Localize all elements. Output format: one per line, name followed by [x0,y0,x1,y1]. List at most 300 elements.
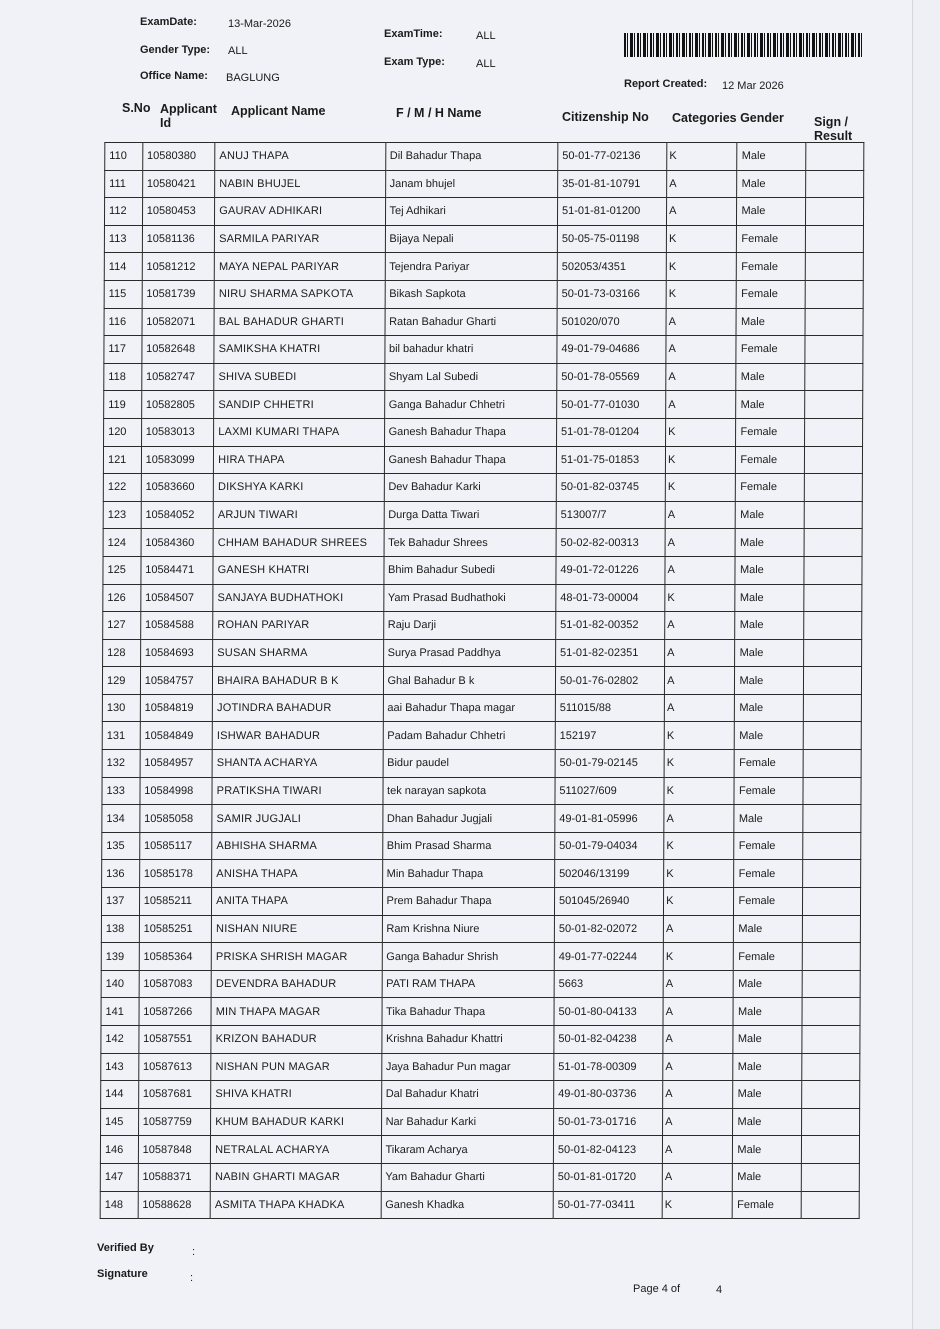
cell-gender: Male [735,722,803,750]
cell-applicant-name: LAXMI KUMARI THAPA [214,418,384,446]
table-row [103,612,862,640]
cell-sno: 143 [101,1053,139,1081]
cell-citizenship: 50-01-82-02072 [554,915,663,943]
cell-fmh-name: Yam Bahadur Gharti [381,1163,554,1191]
cell-sno: 119 [104,391,142,419]
cell-applicant-name: SANDIP CHHETRI [214,391,384,419]
cell-fmh-name: Nar Bahadur Karki [381,1108,554,1136]
cell-applicant-name: ASMITA THAPA KHADKA [210,1191,380,1219]
cell-gender: Male [733,998,801,1026]
cell-category: K [666,253,737,281]
cell-applicant-name: BHAIRA BAHADUR B K [213,667,383,695]
cell-fmh-name: Bidur paudel [383,750,556,778]
cell-fmh-name: Dev Bahadur Karki [384,474,557,502]
cell-sno: 136 [102,860,140,888]
cell-category: A [665,529,736,557]
cell-fmh-name: Jaya Bahadur Pun magar [381,1053,554,1081]
table-row [103,584,862,612]
table-row [104,418,863,446]
table-row [101,970,860,998]
cell-category: K [666,418,737,446]
cell-citizenship: 50-01-78-05569 [557,363,666,391]
cell-citizenship: 50-01-79-02145 [555,750,664,778]
cell-sno: 115 [104,280,142,308]
cell-applicant-id: 10587613 [138,1053,211,1081]
cell-fmh-name: tek narayan sapkota [382,777,555,805]
cell-fmh-name: Tek Bahadur Shrees [384,529,557,557]
cell-applicant-name: ABHISHA SHARMA [212,832,382,860]
cell-category: A [663,1081,734,1109]
cell-sno: 132 [102,750,140,778]
cell-sno: 142 [101,1026,139,1054]
cell-applicant-id: 10583013 [141,418,214,446]
cell-applicant-name: ANITA THAPA [212,888,382,916]
cell-sno: 118 [104,363,142,391]
cell-sign-result [804,529,862,557]
cell-category: A [665,612,736,640]
cell-sno: 147 [100,1163,138,1191]
cell-sign-result [804,474,862,502]
cell-category: A [666,308,737,336]
col-sno: S.No [122,101,151,115]
cell-applicant-id: 10585211 [139,888,212,916]
cell-applicant-id: 10588371 [138,1163,211,1191]
cell-applicant-id: 10583660 [141,474,214,502]
cell-sign-result [804,501,862,529]
exam-type-value: ALL [476,58,496,70]
cell-gender: Male [737,198,805,226]
cell-applicant-id: 10584998 [140,777,213,805]
cell-category: K [662,1191,733,1219]
cell-applicant-name: MAYA NEPAL PARIYAR [214,253,384,281]
cell-sno: 122 [103,474,141,502]
cell-sign-result [801,1163,859,1191]
table-row [104,253,863,281]
cell-applicant-name: SANJAYA BUDHATHOKI [213,584,383,612]
cell-gender: Male [736,529,804,557]
cell-sno: 120 [104,418,142,446]
cell-citizenship: 49-01-72-01226 [556,556,665,584]
cell-citizenship: 501020/070 [557,308,666,336]
cell-applicant-id: 10587848 [138,1136,211,1164]
cell-category: A [663,1026,734,1054]
cell-applicant-id: 10585364 [139,943,212,971]
office-name-label: Office Name: [140,70,208,82]
cell-sign-result [801,1108,859,1136]
exam-date-label: ExamDate: [140,16,197,28]
cell-category: A [666,336,737,364]
cell-citizenship: 51-01-78-00309 [554,1053,663,1081]
cell-applicant-name: SAMIR JUGJALI [212,805,382,833]
cell-applicant-id: 10582071 [142,308,215,336]
cell-sno: 112 [104,198,142,226]
exam-type-label: Exam Type: [384,56,445,68]
cell-sno: 138 [101,915,139,943]
cell-citizenship: 502053/4351 [557,253,666,281]
cell-category: K [664,722,735,750]
cell-applicant-name: CHHAM BAHADUR SHREES [213,529,383,557]
cell-fmh-name: Surya Prasad Paddhya [383,639,556,667]
gender-type-value: ALL [228,45,248,57]
cell-gender: Male [735,612,803,640]
exam-time-value: ALL [476,30,496,42]
cell-fmh-name: Ram Krishna Niure [382,915,555,943]
cell-applicant-name: NISHAN PUN MAGAR [211,1053,381,1081]
cell-gender: Male [736,308,804,336]
cell-sno: 144 [101,1081,139,1109]
cell-applicant-name: SARMILA PARIYAR [215,225,385,253]
cell-fmh-name: Ganga Bahadur Shrish [382,943,555,971]
cell-citizenship: 511027/609 [555,777,664,805]
cell-sign-result [804,556,862,584]
cell-sno: 123 [103,501,141,529]
cell-category: A [666,391,737,419]
cell-fmh-name: Min Bahadur Thapa [382,860,555,888]
cell-sno: 126 [103,584,141,612]
cell-category: A [662,1136,733,1164]
cell-sign-result [801,1136,859,1164]
cell-sign-result [801,1191,859,1219]
cell-category: K [665,474,736,502]
cell-citizenship: 49-01-79-04686 [557,336,666,364]
barcode [624,33,862,57]
table-row [101,1081,860,1109]
table-row [104,336,863,364]
col-sign-result: Sign / Result [814,115,853,143]
cell-fmh-name: Tikaram Acharya [381,1136,554,1164]
cell-citizenship: 50-01-80-04133 [554,998,663,1026]
table-row [102,750,861,778]
cell-applicant-name: KRIZON BAHADUR [211,1026,381,1054]
cell-applicant-name: ANUJ THAPA [215,143,385,171]
cell-sign-result [805,280,863,308]
cell-citizenship: 51-01-78-01204 [556,418,665,446]
cell-fmh-name: Yam Prasad Budhathoki [383,584,556,612]
cell-applicant-name: ROHAN PARIYAR [213,612,383,640]
table-row [103,529,862,557]
cell-citizenship: 50-01-77-03411 [553,1191,662,1219]
cell-applicant-id: 10584360 [141,529,214,557]
cell-fmh-name: Prem Bahadur Thapa [382,888,555,916]
table-row [101,1026,860,1054]
cell-applicant-id: 10587083 [139,970,212,998]
cell-applicant-name: ISHWAR BAHADUR [212,722,382,750]
cell-sign-result [803,667,861,695]
table-row [104,198,863,226]
cell-citizenship: 50-01-79-04034 [555,832,664,860]
cell-citizenship: 50-01-73-03166 [557,280,666,308]
cell-applicant-name: NIRU SHARMA SAPKOTA [214,280,384,308]
cell-applicant-name: ANISHA THAPA [212,860,382,888]
cell-citizenship: 49-01-80-03736 [554,1081,663,1109]
cell-sno: 127 [103,612,141,640]
table-row [104,391,863,419]
cell-applicant-id: 10587266 [139,998,212,1026]
exam-date-value: 13-Mar-2026 [228,18,291,30]
cell-sign-result [805,253,863,281]
cell-fmh-name: Ganesh Khadka [381,1191,554,1219]
cell-citizenship: 51-01-81-01200 [557,198,666,226]
cell-gender: Female [736,474,804,502]
cell-gender: Male [737,170,805,198]
cell-citizenship: 501045/26940 [554,888,663,916]
cell-sign-result [803,639,861,667]
cell-sign-result [805,308,863,336]
cell-sno: 131 [102,722,140,750]
cell-gender: Male [735,584,803,612]
cell-gender: Female [734,777,802,805]
cell-gender: Male [733,1108,801,1136]
col-categories-gender: Categories Gender [672,111,784,125]
cell-gender: Female [733,1191,801,1219]
cell-applicant-name: SAMIKSHA KHATRI [214,336,384,364]
cell-sno: 125 [103,556,141,584]
cell-sign-result [803,805,861,833]
cell-gender: Female [737,225,805,253]
cell-gender: Male [735,667,803,695]
table-row [102,805,861,833]
cell-fmh-name: Dhan Bahadur Jugjali [382,805,555,833]
cell-applicant-name: GAURAV ADHIKARI [215,198,385,226]
cell-applicant-id: 10584757 [140,667,213,695]
cell-applicant-id: 10585251 [139,915,212,943]
cell-sno: 146 [100,1136,138,1164]
cell-category: K [665,446,736,474]
cell-applicant-id: 10584588 [140,612,213,640]
cell-applicant-id: 10585117 [139,832,212,860]
table-row [103,446,862,474]
cell-category: A [667,170,738,198]
cell-applicant-id: 10584693 [140,639,213,667]
cell-category: K [665,584,736,612]
cell-gender: Male [737,143,805,171]
cell-applicant-name: SHIVA KHATRI [211,1081,381,1109]
cell-fmh-name: Shyam Lal Subedi [384,363,557,391]
cell-gender: Female [735,750,803,778]
cell-citizenship: 49-01-81-05996 [555,805,664,833]
cell-gender: Female [734,888,802,916]
cell-citizenship: 51-01-75-01853 [556,446,665,474]
cell-fmh-name: Janam bhujel [385,170,558,198]
cell-sign-result [804,418,862,446]
cell-sign-result [805,170,863,198]
col-applicant-id: Applicant Id [160,102,217,130]
cell-category: K [664,888,735,916]
cell-category: A [667,198,738,226]
cell-applicant-id: 10584849 [140,722,213,750]
table-row [104,225,863,253]
cell-sign-result [802,998,860,1026]
cell-citizenship: 50-01-73-01716 [553,1108,662,1136]
cell-sno: 148 [100,1191,138,1219]
cell-sign-result [801,1081,859,1109]
table-row [102,860,861,888]
table-row [103,501,862,529]
cell-gender: Male [734,805,802,833]
cell-gender: Male [735,694,803,722]
cell-gender: Female [737,280,805,308]
cell-gender: Male [736,363,804,391]
cell-citizenship: 50-01-82-03745 [556,474,665,502]
cell-sno: 130 [102,694,140,722]
table-row [103,474,862,502]
cell-sign-result [802,943,860,971]
cell-category: K [664,750,735,778]
cell-applicant-id: 10585058 [140,805,213,833]
signature-label: Signature [97,1268,148,1280]
cell-applicant-name: NISHAN NIURE [212,915,382,943]
table-row [102,832,861,860]
cell-fmh-name: aai Bahadur Thapa magar [383,694,556,722]
cell-sno: 134 [102,805,140,833]
cell-category: A [665,501,736,529]
cell-fmh-name: Dal Bahadur Khatri [381,1081,554,1109]
table-row [105,143,864,171]
cell-applicant-name: DIKSHYA KARKI [213,474,383,502]
cell-sign-result [802,888,860,916]
cell-fmh-name: Ghal Bahadur B k [383,667,556,695]
cell-sno: 137 [101,888,139,916]
cell-fmh-name: Ganesh Bahadur Thapa [384,418,557,446]
cell-gender: Male [733,1136,801,1164]
cell-sno: 113 [104,225,142,253]
table-row [104,363,863,391]
cell-citizenship: 152197 [555,722,664,750]
cell-sno: 117 [104,336,142,364]
cell-citizenship: 50-01-82-04123 [553,1136,662,1164]
cell-gender: Male [735,556,803,584]
table-row [102,777,861,805]
cell-applicant-id: 10587681 [138,1081,211,1109]
cell-citizenship: 50-01-77-02136 [558,143,667,171]
cell-applicant-name: SHIVA SUBEDI [214,363,384,391]
cell-sign-result [802,970,860,998]
cell-sno: 124 [103,529,141,557]
cell-applicant-id: 10584507 [141,584,214,612]
cell-fmh-name: Ganga Bahadur Chhetri [384,391,557,419]
table-row [103,556,862,584]
cell-citizenship: 50-05-75-01198 [557,225,666,253]
cell-applicant-id: 10588628 [138,1191,211,1219]
col-citizenship: Citizenship No [562,110,649,124]
cell-citizenship: 35-01-81-10791 [558,170,667,198]
cell-applicant-name: DEVENDRA BAHADUR [211,970,381,998]
cell-sno: 139 [101,943,139,971]
cell-sign-result [803,612,861,640]
cell-applicant-name: BAL BAHADUR GHARTI [214,308,384,336]
cell-sign-result [804,391,862,419]
cell-sno: 114 [104,253,142,281]
cell-applicant-id: 10580453 [142,198,215,226]
signature-colon: : [190,1272,194,1284]
page-label: Page 4 of [633,1283,681,1295]
cell-applicant-id: 10585178 [139,860,212,888]
cell-gender: Female [736,418,804,446]
table-row [101,888,860,916]
cell-category: A [665,556,736,584]
cell-sign-result [805,225,863,253]
cell-gender: Male [734,915,802,943]
cell-applicant-id: 10584471 [141,556,214,584]
cell-fmh-name: Bhim Prasad Sharma [382,832,555,860]
cell-applicant-id: 10587759 [138,1108,211,1136]
cell-sign-result [802,860,860,888]
cell-sign-result [803,694,861,722]
cell-category: K [667,143,738,171]
cell-sno: 140 [101,970,139,998]
table-row [102,694,861,722]
table-row [101,998,860,1026]
cell-fmh-name: Tika Bahadur Thapa [382,998,555,1026]
table-row [101,1053,860,1081]
cell-citizenship: 49-01-77-02244 [554,943,663,971]
table-row [105,170,864,198]
cell-citizenship: 513007/7 [556,501,665,529]
cell-citizenship: 51-01-82-02351 [555,639,664,667]
cell-gender: Female [734,860,802,888]
cell-sign-result [805,198,863,226]
cell-sno: 128 [103,639,141,667]
cell-fmh-name: Ganesh Bahadur Thapa [384,446,557,474]
cell-category: A [663,998,734,1026]
cell-category: A [665,667,736,695]
cell-sign-result [805,363,863,391]
cell-applicant-name: JOTINDRA BAHADUR [212,694,382,722]
cell-sno: 145 [101,1108,139,1136]
cell-fmh-name: Ratan Bahadur Gharti [385,308,558,336]
cell-gender: Female [737,253,805,281]
cell-category: A [663,1053,734,1081]
cell-gender: Male [733,1163,801,1191]
report-created-value: 12 Mar 2026 [722,80,784,92]
cell-applicant-name: SUSAN SHARMA [213,639,383,667]
cell-applicant-id: 10580421 [142,170,215,198]
cell-sign-result [803,777,861,805]
gender-type-label: Gender Type: [140,44,211,56]
cell-applicant-name: PRATIKSHA TIWARI [212,777,382,805]
cell-sign-result [803,832,861,860]
cell-gender: Male [736,391,804,419]
cell-sign-result [802,1026,860,1054]
cell-applicant-name: KHUM BAHADUR KARKI [211,1108,381,1136]
cell-fmh-name: Tej Adhikari [385,198,558,226]
cell-sno: 141 [101,998,139,1026]
table-row [100,1136,859,1164]
cell-applicant-name: NETRALAL ACHARYA [211,1136,381,1164]
table-row [101,943,860,971]
cell-fmh-name: bil bahadur khatri [384,336,557,364]
cell-sign-result [806,143,864,171]
cell-category: A [663,915,734,943]
verified-by-label: Verified By [97,1242,154,1254]
cell-applicant-id: 10582648 [142,336,215,364]
cell-citizenship: 51-01-82-00352 [556,612,665,640]
cell-category: A [665,639,736,667]
cell-citizenship: 50-01-76-02802 [555,667,664,695]
cell-fmh-name: Padam Bahadur Chhetri [383,722,556,750]
cell-sign-result [804,446,862,474]
cell-sno: 129 [102,667,140,695]
cell-category: A [663,1108,734,1136]
cell-gender: Male [736,501,804,529]
cell-category: A [664,694,735,722]
cell-applicant-id: 10582805 [141,391,214,419]
cell-category: K [664,860,735,888]
table-row [104,280,863,308]
cell-category: A [662,1163,733,1191]
cell-applicant-name: HIRA THAPA [214,446,384,474]
cell-applicant-id: 10581212 [142,253,215,281]
